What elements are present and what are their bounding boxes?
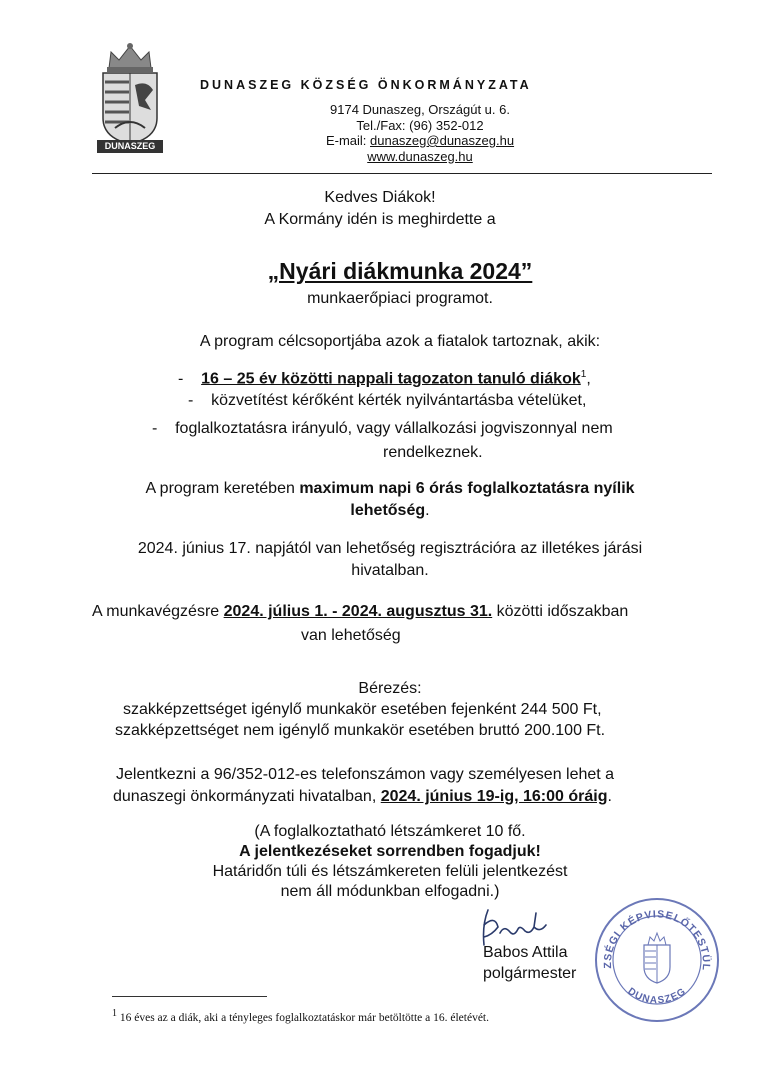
official-stamp xyxy=(592,895,722,1025)
intro-line: A Kormány idén is meghirdette a xyxy=(264,211,496,228)
website-link[interactable]: www.dunaszeg.hu xyxy=(367,148,473,164)
email-link[interactable]: dunaszeg@dunaszeg.hu xyxy=(370,133,515,148)
subtitle: munkaerőpiaci programot. xyxy=(307,290,493,307)
bullet-1: - 16 – 25 év közötti nappali tagozaton tanuló diákok$^1$, xyxy=(178,369,591,388)
apply-line-2: dunaszegi önkormányzati hivatalban, 2024. június 19-ig, 16:00 óráig. xyxy=(113,788,612,805)
crest-logo xyxy=(95,40,165,155)
apply-line-1: Jelentkezni a 96/352-012-es telefonszámon vagy személyesen lehet a xyxy=(116,766,615,783)
header-divider xyxy=(92,173,712,174)
svg-text:KÖZSÉGI KÉPVISELŐTESTÜLET xyxy=(592,895,713,972)
intro xyxy=(230,187,530,231)
email-line: E-mail: dunaszeg@dunaszeg.hu xyxy=(325,133,515,148)
signer-role: polgármester xyxy=(483,965,577,982)
svg-text:DUNASZEG xyxy=(626,986,689,1006)
stamp-bottom-text: DUNASZEG xyxy=(625,985,689,1007)
bullet-3-cont: rendelkeznek. xyxy=(383,444,483,461)
notes: (A foglalkoztatható létszámkeret 10 fő. A jelentkezéseket sorrendben fogadjuk! Határidőn túli és létszámkereten felüli jelentkezést nem áll módunkban elfogadni.) xyxy=(212,823,568,900)
bullet-2: - közvetítést kérőként kérték nyilvántartásba vételüket, xyxy=(188,392,587,409)
stamp-text: ZSÉGI KÉPVISELŐTESTÜL xyxy=(601,908,713,972)
registration: 2024. június 17. napjától van lehetőség regisztrációra az illetékes járási hivatalban. xyxy=(137,540,643,579)
bullet-3: - foglalkoztatásra irányuló, vagy vállalkozási jogviszonnyal nem xyxy=(152,420,613,437)
crest-label: DUNASZEG xyxy=(104,141,156,151)
target-intro: A program célcsoportjába azok a fiatalok tartoznak, akik: xyxy=(199,333,601,350)
contact-block xyxy=(270,102,570,164)
pay-line-1: szakképzettséget igénylő munkakör esetében fejenként 244 500 Ft, xyxy=(123,701,602,718)
address: 9174 Dunaszeg, Országút u. 6. xyxy=(330,102,510,117)
signature-block xyxy=(483,942,576,984)
work-period-cont: van lehetőség xyxy=(301,627,401,644)
phone: Tel./Fax: (96) 352-012 xyxy=(356,117,484,133)
signer-name: Babos Attila xyxy=(483,944,568,961)
bullet-dash: - xyxy=(178,370,184,388)
pay-heading: Bérezés: xyxy=(358,680,422,697)
footnote: $^1$ 16 éves az a diák, aki a tényleges foglalkoztatáskor már betöltötte a 16. életévét. xyxy=(112,1008,490,1024)
max-hours: A program keretében maximum napi 6 órás foglalkoztatásra nyílik lehetőség. xyxy=(145,480,635,519)
pay-line-2: szakképzettséget nem igénylő munkakör esetében bruttó 200.100 Ft. xyxy=(115,722,606,739)
page-title: „Nyári diákmunka 2024” xyxy=(267,258,533,284)
footnote-divider xyxy=(112,996,267,997)
work-period: A munkavégzésre 2024. július 1. - 2024. augusztus 31. közötti időszakban xyxy=(92,603,629,620)
greeting: Kedves Diákok! xyxy=(324,189,436,206)
organization-name: DUNASZEG KÖZSÉG ÖNKORMÁNYZATA xyxy=(200,78,532,92)
